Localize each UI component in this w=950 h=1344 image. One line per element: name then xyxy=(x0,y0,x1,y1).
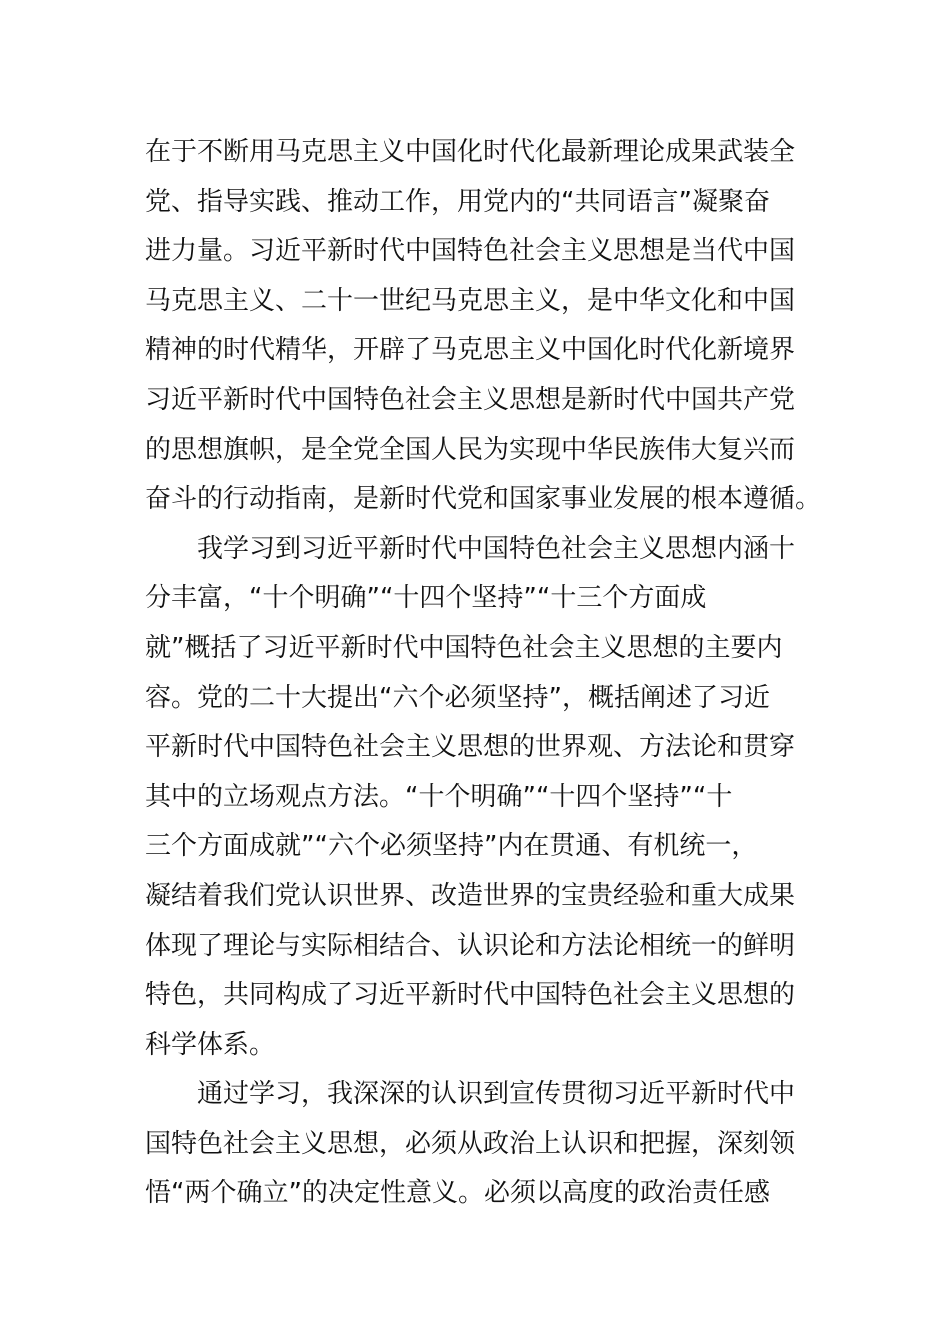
text-line: 特色，共同构成了习近平新时代中国特色社会主义思想的 xyxy=(145,980,796,1011)
text-line: 凝结着我们党认识世界、改造世界的宝贵经验和重大成果 xyxy=(145,880,796,911)
text-line: 进力量。习近平新时代中国特色社会主义思想是当代中国 xyxy=(145,236,796,267)
text-line: 党、指导实践、推动工作，用党内的“共同语言”凝聚奋 xyxy=(145,186,770,217)
text-line: 平新时代中国特色社会主义思想的世界观、方法论和贯穿 xyxy=(145,732,796,763)
text-line: 精神的时代精华，开辟了马克思主义中国化时代化新境界 xyxy=(145,335,796,366)
text-line: 奋斗的行动指南，是新时代党和国家事业发展的根本遵循。 xyxy=(145,484,822,515)
paragraph-start-line: 通过学习，我深深的认识到宣传贯彻习近平新时代中 xyxy=(197,1079,796,1110)
text-line: 分丰富，“十个明确”“十四个坚持”“十三个方面成 xyxy=(145,583,707,614)
text-line: 国特色社会主义思想，必须从政治上认识和把握，深刻领 xyxy=(145,1128,796,1159)
text-line: 的思想旗帜，是全党全国人民为实现中华民族伟大复兴而 xyxy=(145,434,796,465)
paragraph-start-line: 我学习到习近平新时代中国特色社会主义思想内涵十 xyxy=(197,533,796,564)
text-line: 科学体系。 xyxy=(145,1029,276,1060)
text-line: 马克思主义、二十一世纪马克思主义，是中华文化和中国 xyxy=(145,285,796,316)
text-line: 悟“两个确立”的决定性意义。必须以高度的政治责任感 xyxy=(145,1178,770,1209)
text-line: 就”概括了习近平新时代中国特色社会主义思想的主要内 xyxy=(145,632,783,663)
text-line: 习近平新时代中国特色社会主义思想是新时代中国共产党 xyxy=(145,384,796,415)
text-line: 其中的立场观点方法。“十个明确”“十四个坚持”“十 xyxy=(145,781,733,812)
text-line: 体现了理论与实际相结合、认识论和方法论相统一的鲜明 xyxy=(145,930,796,961)
text-line: 三个方面成就”“六个必须坚持”内在贯通、有机统一， xyxy=(145,831,758,862)
text-line: 容。党的二十大提出“六个必须坚持”，概括阐述了习近 xyxy=(145,682,770,713)
body-text xyxy=(145,128,822,1219)
text-line: 在于不断用马克思主义中国化时代化最新理论成果武装全 xyxy=(145,137,796,167)
